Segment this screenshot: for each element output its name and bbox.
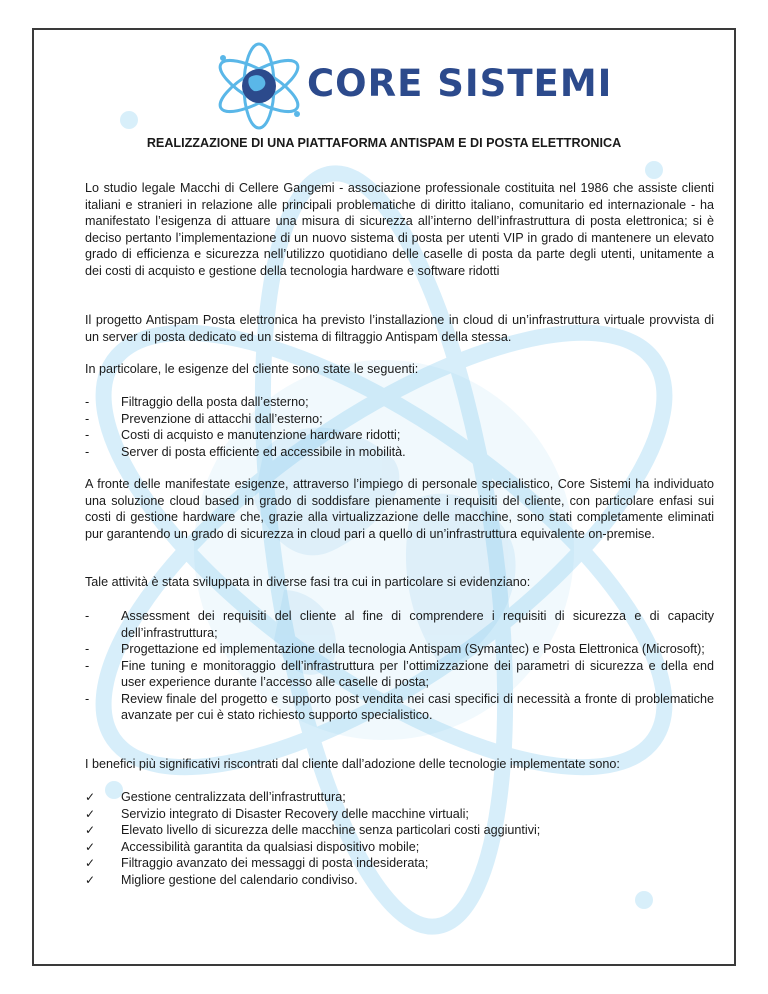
solution-paragraph: A fronte delle manifestate esigenze, attraverso l’impiego di personale specialistico, Core Sistemi ha individuato una soluzione cloud based in grado di soddisfare pienamente i requisiti del cliente, con particolare enfasi sui costi di gestione hardware che, grazie alla virtualizzazione delle macchine, sono stati completamente eliminati pur garantendo un grado di sicurezza in cloud pari a quello di un’infrastruttura equivalente on-premise. <box>85 477 714 541</box>
list-item: ✓ Elevato livello di sicurezza delle macchine senza particolari costi aggiuntivi; <box>85 823 541 837</box>
list-item: - Costi di acquisto e manutenzione hardware ridotti; <box>85 428 401 442</box>
dash-bullet: - <box>85 691 90 706</box>
list-item: ✓ Gestione centralizzata dell’infrastruttura; <box>85 790 346 804</box>
dash-bullet: - <box>85 411 90 426</box>
check-icon: ✓ <box>85 790 96 804</box>
list-item: - Server di posta efficiente ed accessibile in mobilità. <box>85 444 406 459</box>
list-item: - Review finale del progetto e supporto post vendita nei casi specifici di necessità a fronte di problematiche avanzate per cui è stato richiesto supporto specialistico. <box>85 691 714 722</box>
dash-bullet: - <box>85 609 90 623</box>
list-item: ✓ Migliore gestione del calendario condiviso. <box>85 872 358 887</box>
list-item: - Filtraggio della posta dall’esterno; <box>85 395 309 409</box>
check-icon: ✓ <box>85 823 96 837</box>
project-paragraph: Il progetto Antispam Posta elettronica ha previsto l’installazione in cloud di un’infrastruttura virtuale provvista di un server di posta dedicato ed un sistema di filtraggio Antispam della stessa. <box>85 313 714 344</box>
list-item: ✓ Filtraggio avanzato dei messaggi di posta indesiderata; <box>85 856 429 870</box>
globe-atom-logo-icon <box>209 40 309 132</box>
document-title: REALIZZAZIONE DI UNA PIATTAFORMA ANTISPAM E DI POSTA ELETTRONICA <box>146 136 622 150</box>
dash-bullet: - <box>85 428 90 442</box>
check-icon: ✓ <box>85 856 96 870</box>
list-item: ✓ Accessibilità garantita da qualsiasi dispositivo mobile; <box>85 839 420 854</box>
needs-list <box>85 394 714 460</box>
benefits-list <box>85 789 714 888</box>
phases-list <box>85 608 714 724</box>
dash-bullet: - <box>85 658 90 673</box>
check-icon: ✓ <box>85 839 96 854</box>
list-item: - Fine tuning e monitoraggio dell’infrastruttura per l’ottimizzazione dei parametri di sicurezza e della end user experience durante l’accesso alle caselle di posta; <box>85 658 714 689</box>
intro-paragraph: Lo studio legale Macchi di Cellere Gangemi - associazione professionale costituita nel 1986 che assiste clienti italiani e stranieri in relazione alle principali problematiche di diritto italiano, comunitario ed internazionale - ha manifestato l’esigenza di attuare una misura di sicurezza all’interno dell’infrastruttura di posta elettronica; si è deciso pertanto l’implementazione di un nuovo sistema di posta per utenti VIP in grado di mantenere un elevato grado di efficienza e sicurezza nell’utilizzo quotidiano delle caselle di posta da parte degli utenti, unitamente a dei costi di acquisto e gestione della tecnologia hardware e software ridotti <box>85 181 714 278</box>
needs-intro: In particolare, le esigenze del cliente sono state le seguenti: <box>85 362 419 376</box>
check-icon: ✓ <box>85 872 96 887</box>
page-frame <box>32 28 736 966</box>
list-item: - Assessment dei requisiti del cliente al fine di comprendere i requisiti di sicurezza e di capacity dell’infrastruttura; <box>85 609 714 640</box>
phases-intro: Tale attività è stata sviluppata in diverse fasi tra cui in particolare si evidenziano: <box>85 575 531 589</box>
dash-bullet: - <box>85 642 90 656</box>
list-item: - Prevenzione di attacchi dall’esterno; <box>85 411 323 426</box>
logo-text: CORE SISTEMI <box>307 62 613 105</box>
check-icon: ✓ <box>85 806 96 821</box>
benefits-intro: I benefici più significativi riscontrati dal cliente dall’adozione delle tecnologie implementate sono: <box>85 757 620 771</box>
company-logo <box>209 40 613 132</box>
dash-bullet: - <box>85 395 90 409</box>
list-item: - Progettazione ed implementazione della tecnologia Antispam (Symantec) e Posta Elettronica (Microsoft); <box>85 642 705 656</box>
list-item: ✓ Servizio integrato di Disaster Recovery delle macchine virtuali; <box>85 806 469 821</box>
dash-bullet: - <box>85 444 90 459</box>
